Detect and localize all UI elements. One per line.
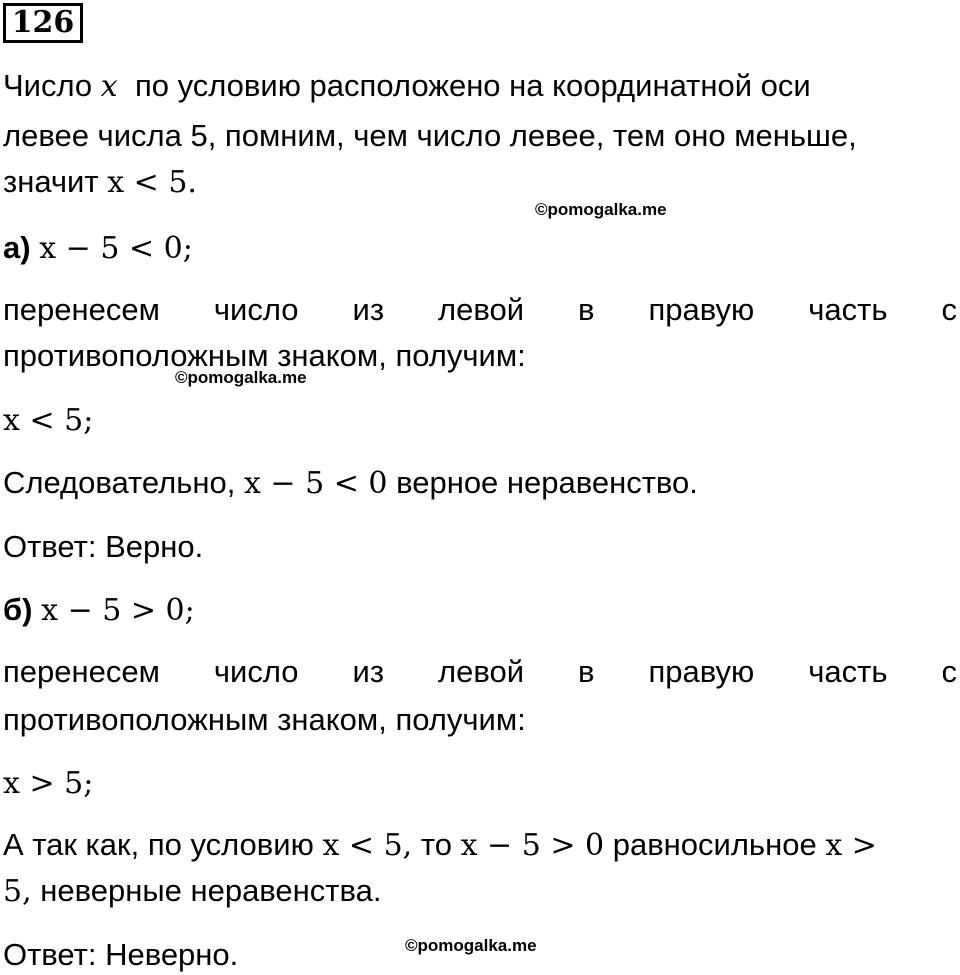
part-b-conclusion-line-2 (3, 871, 381, 912)
part-b-label: б) (3, 592, 33, 627)
conclusion-math: x − 5 > 0 (460, 828, 605, 863)
word: в (578, 654, 595, 689)
part-a-heading (3, 228, 193, 269)
word: правую (648, 292, 755, 327)
conclusion-text: неверные неравенства. (40, 873, 382, 908)
part-a-answer (3, 527, 203, 567)
problem-number: 126 (3, 3, 83, 43)
word: число (213, 654, 299, 689)
intro-text: значит (3, 164, 99, 199)
watermark: ©pomogalka.me (405, 936, 537, 955)
conclusion-text: равносильное (612, 827, 817, 862)
conclusion-math: x − 5 < 0 (243, 466, 388, 501)
part-a-result-math: x < 5; (3, 403, 94, 438)
word: из (352, 292, 385, 327)
word: число (213, 292, 299, 327)
word: в (578, 292, 595, 327)
intro-line-1 (3, 66, 811, 107)
part-a-transfer-line-1 (3, 290, 957, 330)
conclusion-math: 5, (3, 874, 32, 909)
intro-line-2 (3, 116, 857, 156)
word: левой (438, 292, 525, 327)
conclusion-math: x > (825, 828, 877, 863)
word: с (941, 292, 957, 327)
word: правую (648, 654, 755, 689)
conclusion-text: Следовательно, (3, 465, 236, 500)
word: из (352, 654, 385, 689)
word: часть (808, 292, 888, 327)
part-b-heading (3, 590, 195, 631)
part-a-math: x − 5 < 0; (39, 231, 193, 266)
word: перенесем (3, 654, 160, 689)
transfer-text: противоположным знаком, получим: (3, 338, 526, 373)
answer-text: Ответ: Неверно. (3, 937, 239, 972)
part-b-conclusion-line-1 (3, 825, 877, 866)
intro-line-3 (3, 162, 197, 203)
word: перенесем (3, 292, 160, 327)
intro-text: по условию расположено на координатной оси (134, 68, 811, 103)
part-a-conclusion (3, 463, 698, 504)
intro-math: x < 5. (107, 165, 197, 200)
part-b-result-math: x > 5; (3, 766, 94, 801)
intro-text: Число (3, 68, 93, 103)
part-a-result (3, 400, 93, 441)
word: часть (808, 654, 888, 689)
part-b-transfer-line-2 (3, 700, 526, 740)
part-a-label: а) (3, 230, 31, 265)
conclusion-math: x < 5, (322, 828, 413, 863)
part-b-transfer-line-1 (3, 652, 957, 692)
intro-variable: x (100, 69, 118, 104)
conclusion-text: верное неравенство. (396, 465, 698, 500)
intro-text: левее числа 5, помним, чем число левее, тем оно меньше, (3, 118, 857, 153)
conclusion-text: то (420, 827, 452, 862)
word: левой (438, 654, 525, 689)
word: с (941, 654, 957, 689)
part-b-result (3, 763, 93, 804)
transfer-text: противоположным знаком, получим: (3, 702, 526, 737)
part-b-answer (3, 935, 238, 975)
part-b-math: x − 5 > 0; (41, 593, 195, 628)
watermark: ©pomogalka.me (175, 368, 307, 387)
conclusion-text: А так как, по условию (3, 827, 314, 862)
watermark: ©pomogalka.me (535, 200, 667, 219)
answer-text: Ответ: Верно. (3, 529, 204, 564)
